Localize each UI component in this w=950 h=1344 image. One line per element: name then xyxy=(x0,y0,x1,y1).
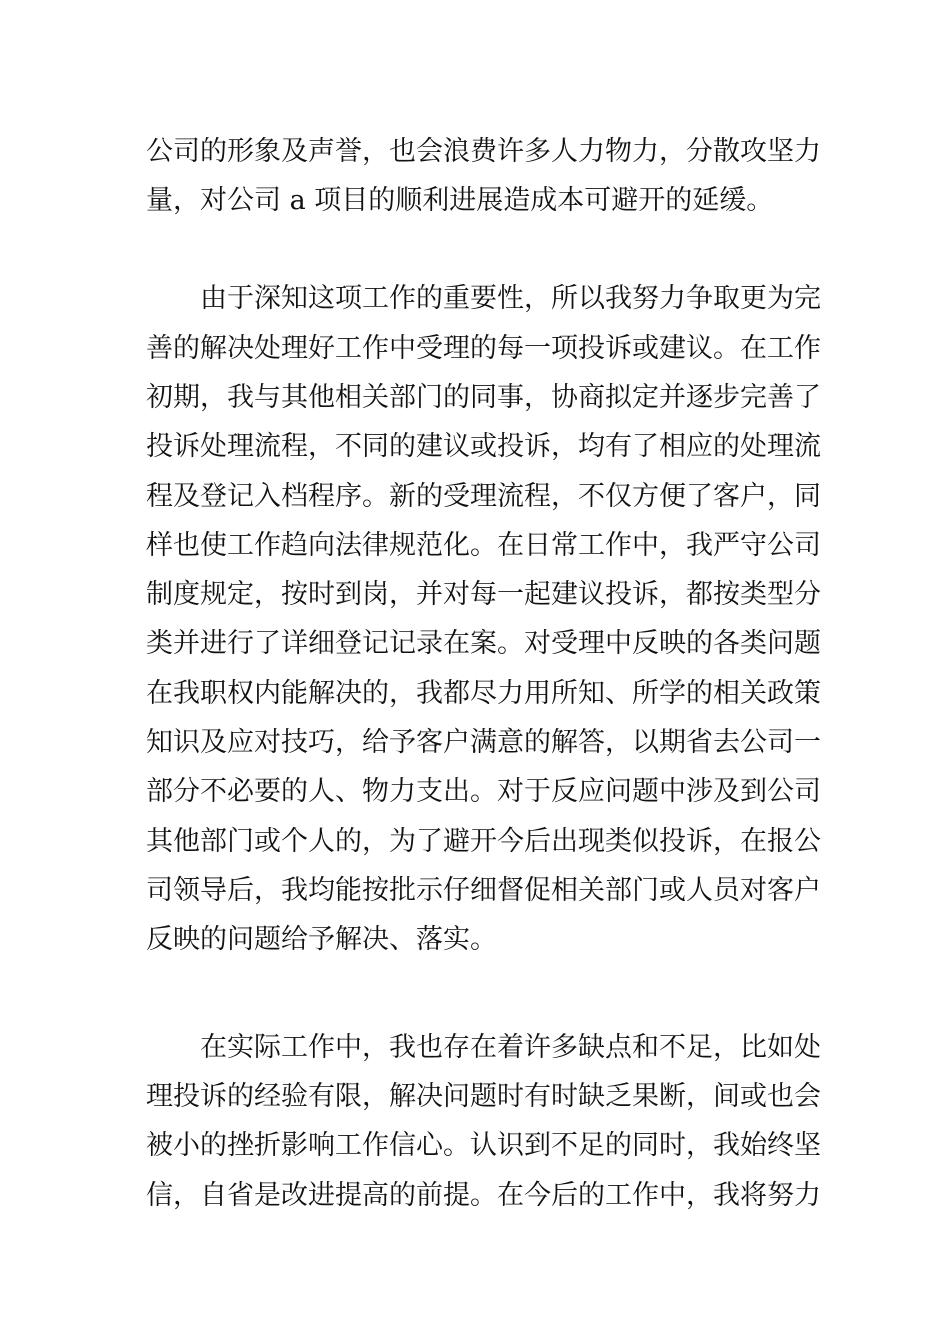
paragraph-3-line-3: 被小的挫折影响工作信心。认识到不足的同时，我始终坚 xyxy=(146,1130,821,1161)
paragraph-2-line-4: 投诉处理流程，不同的建议或投诉，均有了相应的处理流 xyxy=(146,431,821,462)
paragraph-2-line-10: 知识及应对技巧，给予客户满意的解答，以期省去公司一 xyxy=(146,727,821,758)
paragraph-1-line-2: 量，对公司 a 项目的顺利进展造成本可避开的延缓。 xyxy=(146,185,774,216)
paragraph-2-line-3: 初期，我与其他相关部门的同事，协商拟定并逐步完善了 xyxy=(146,382,821,413)
paragraph-2-line-8: 类并进行了详细登记记录在案。对受理中反映的各类问题 xyxy=(146,628,821,659)
paragraph-2-line-2: 善的解决处理好工作中受理的每一项投诉或建议。在工作 xyxy=(146,333,821,364)
paragraph-2-line-13: 司领导后，我均能按批示仔细督促相关部门或人员对客户 xyxy=(146,875,821,906)
paragraph-1-line-1: 公司的形象及声誉，也会浪费许多人力物力，分散攻坚力 xyxy=(146,136,821,167)
paragraph-2-line-12: 其他部门或个人的，为了避开今后出现类似投诉，在报公 xyxy=(146,826,821,857)
paragraph-2-line-6: 样也使工作趋向法律规范化。在日常工作中，我严守公司 xyxy=(146,530,821,561)
paragraph-3-line-1: 在实际工作中，我也存在着许多缺点和不足，比如处 xyxy=(200,1032,821,1063)
paragraph-2-line-11: 部分不必要的人、物力支出。对于反应问题中涉及到公司 xyxy=(146,776,821,807)
paragraph-2-line-7: 制度规定，按时到岗，并对每一起建议投诉，都按类型分 xyxy=(146,579,821,610)
paragraph-3-line-4: 信，自省是改进提高的前提。在今后的工作中，我将努力 xyxy=(146,1180,821,1211)
paragraph-3-line-2: 理投诉的经验有限，解决问题时有时缺乏果断，间或也会 xyxy=(146,1081,821,1112)
paragraph-2-line-9: 在我职权内能解决的，我都尽力用所知、所学的相关政策 xyxy=(146,678,821,709)
paragraph-2-line-1: 由于深知这项工作的重要性，所以我努力争取更为完 xyxy=(200,283,821,314)
paragraph-2-line-14: 反映的问题给予解决、落实。 xyxy=(146,924,497,955)
paragraph-2-line-5: 程及登记入档程序。新的受理流程，不仅方便了客户，同 xyxy=(146,481,821,512)
